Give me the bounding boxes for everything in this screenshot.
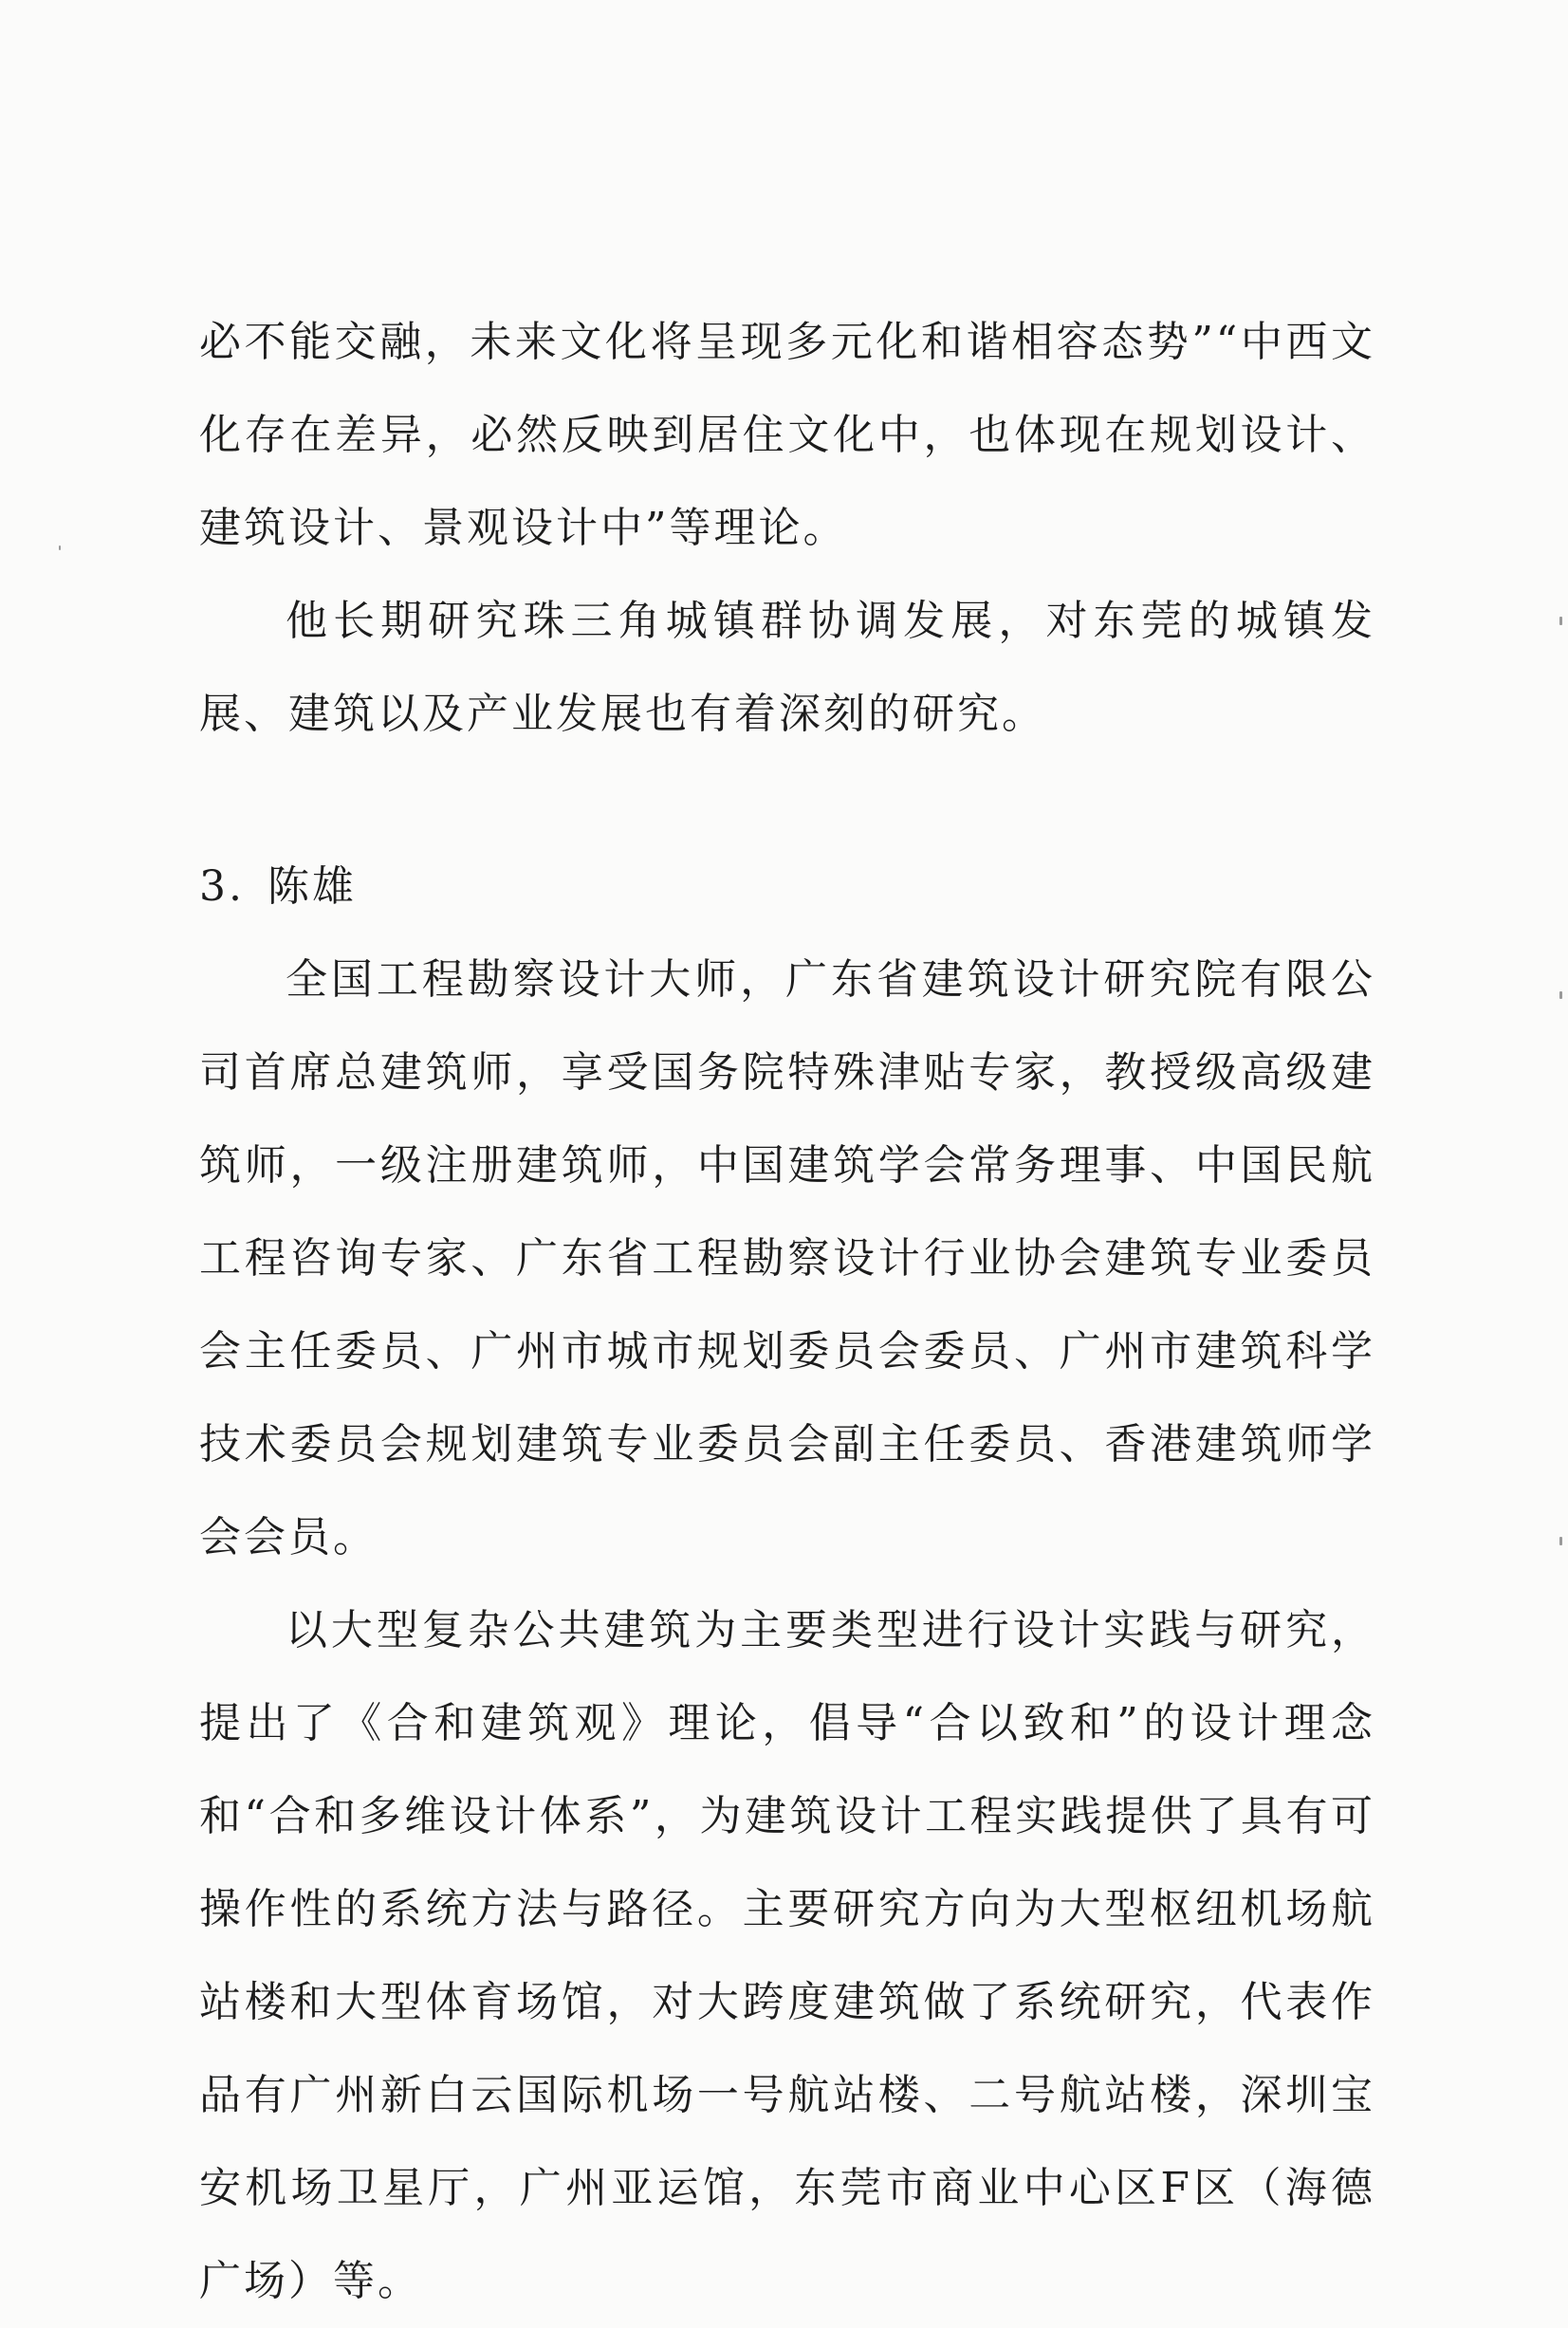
scan-mark	[1559, 1537, 1562, 1545]
paragraph-continuation: 必不能交融，未来文化将呈现多元化和谐相容态势”“中西文化存在差异，必然反映到居住文化中，也体现在规划设计、建筑设计、景观设计中”等理论。	[199, 318, 1375, 552]
section-number: 3.	[199, 862, 245, 911]
paragraph-research-summary: 他长期研究珠三角城镇群协调发展，对东莞的城镇发展、建筑以及产业发展也有着深刻的研究。	[199, 597, 1375, 738]
section-heading	[199, 841, 1375, 933]
paragraph-credentials: 全国工程勘察设计大师，广东省建筑设计研究院有限公司首席总建筑师，享受国务院特殊津贴专家，教授级高级建筑师，一级注册建筑师，中国建筑学会常务理事、中国民航工程咨询专家、广东省工程勘察设计行业协会建筑专业委员会主任委员、广州市城市规划委员会委员、广州市建筑科学技术委员会规划建筑专业委员会副主任委员、香港建筑师学会会员。	[199, 955, 1375, 1561]
paragraph-works: 以大型复杂公共建筑为主要类型进行设计实践与研究，提出了《合和建筑观》理论，倡导“合以致和”的设计理念和“合和多维设计体系”，为建筑设计工程实践提供了具有可操作性的系统方法与路径。主要研究方向为大型枢纽机场航站楼和大型体育场馆，对大跨度建筑做了系统研究，代表作品有广州新白云国际机场一号航站楼、二号航站楼，深圳宝安机场卫星厅，广州亚运馆，东莞市商业中心区F区（海德广场）等。	[199, 1606, 1375, 2305]
scan-mark	[59, 545, 61, 550]
scan-mark	[1559, 991, 1562, 999]
document-body	[199, 296, 1375, 2328]
scan-mark	[1559, 617, 1562, 625]
section-title: 陈雄	[267, 862, 357, 911]
